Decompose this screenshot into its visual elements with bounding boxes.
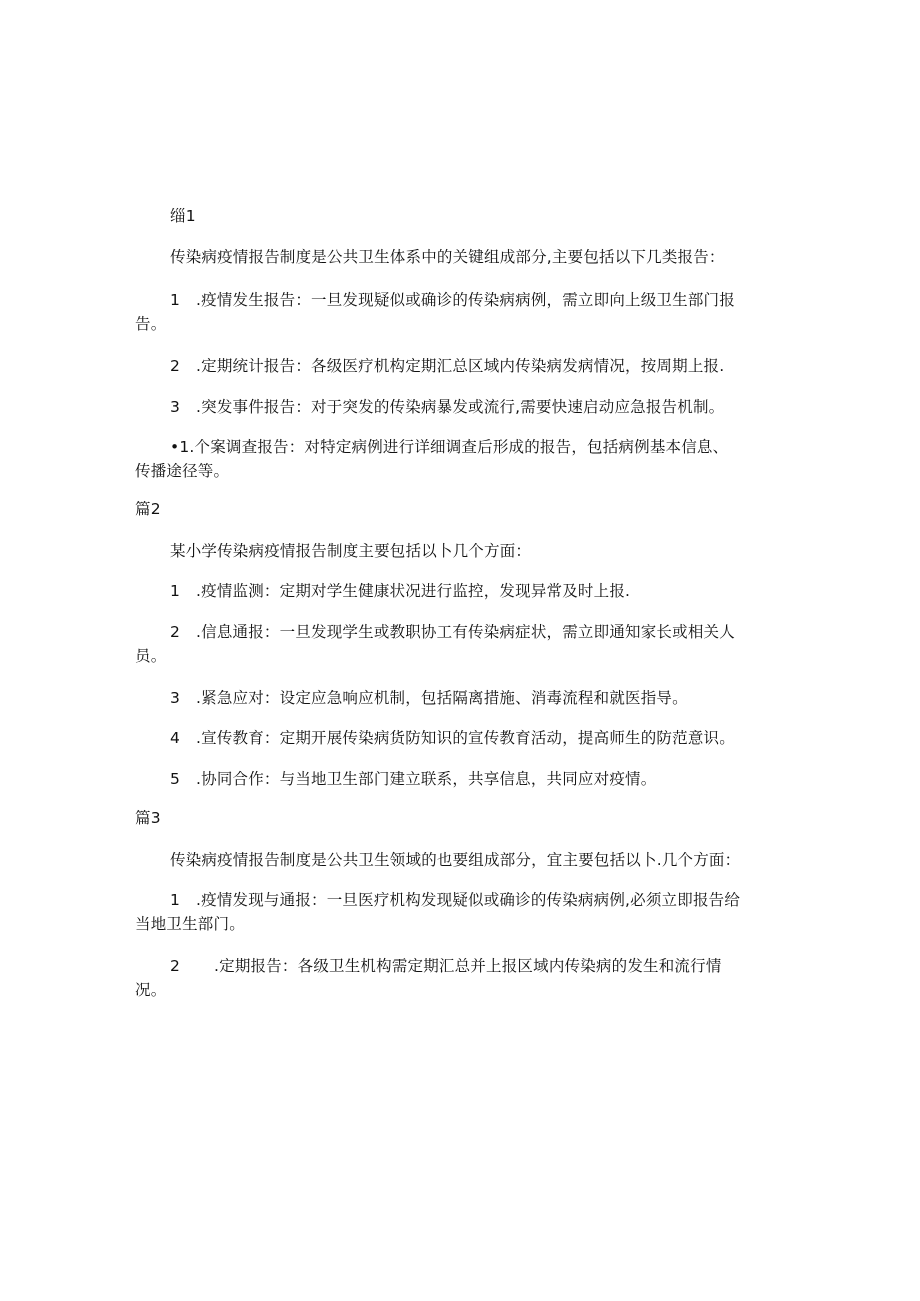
section-heading: 篇3 <box>135 809 161 827</box>
list-item <box>170 956 722 976</box>
list-item-number: 2 <box>170 957 181 975</box>
list-item-text: .协同合作：与当地卫生部门建立联系，共享信息，共同应对疫情。 <box>196 770 657 788</box>
list-item-number: 4 <box>170 729 181 747</box>
list-item-number: 1 <box>170 582 181 600</box>
list-item-text: 个案调查报告：对特定病例进行详细调查后形成的报告，包括病例基本信息、 <box>194 438 729 456</box>
list-item-number: 2 <box>170 357 181 375</box>
list-item-number: 5 <box>170 770 181 788</box>
list-item <box>170 290 735 310</box>
list-item-continuation: 当地卫生部门。 <box>135 915 245 933</box>
list-item <box>170 688 688 708</box>
list-item-text: .疫情发现与通报：一旦医疗机构发现疑似或确诊的传染病病例,必须立即报告给 <box>196 891 741 909</box>
list-item-text: .定期统计报告：各级医疗机构定期汇总区域内传染病发病情况，按周期上报. <box>196 357 725 375</box>
list-item <box>170 728 735 748</box>
list-item <box>170 437 728 457</box>
section-heading: 篇2 <box>135 500 161 518</box>
list-item-text: .定期报告：各级卫生机构需定期汇总并上报区域内传染病的发生和流行情 <box>214 957 722 975</box>
section-intro: 传染病疫情报告制度是公共卫生领域的也要组成部分，宜主要包括以卜.几个方面： <box>170 851 741 869</box>
list-item-continuation: 传播途径等。 <box>135 462 230 480</box>
list-item-number: 3 <box>170 398 181 416</box>
section-heading: 缁1 <box>170 207 196 225</box>
list-item-text: .宣传教育：定期开展传染病货防知识的宣传教育活动，提高师生的防范意识。 <box>196 729 735 747</box>
list-item-continuation: 告。 <box>135 315 167 333</box>
list-item-text: .信息通报：一旦发现学生或教职协工有传染病症状，需立即通知家长或相关人 <box>196 623 735 641</box>
list-item-number: 1 <box>170 291 181 309</box>
section-intro: 传染病疫情报告制度是公共卫生体系中的关键组成部分,主要包括以下几类报告： <box>170 248 725 266</box>
list-item-continuation: 况。 <box>135 981 167 999</box>
list-item <box>170 769 656 789</box>
list-item-number: 2 <box>170 623 181 641</box>
list-item-number: 3 <box>170 689 181 707</box>
list-item <box>170 356 724 376</box>
list-item <box>170 581 630 601</box>
list-item-number: •1. <box>170 438 195 456</box>
section-intro: 某小学传染病疫情报告制度主要包括以卜几个方面： <box>170 542 532 560</box>
list-item-continuation: 员。 <box>135 647 167 665</box>
list-item-text: .疫情监测：定期对学生健康状况进行监控，发现异常及时上报. <box>196 582 631 600</box>
list-item-text: .疫情发生报告：一旦发现疑似或确诊的传染病病例，需立即向上级卫生部门报 <box>196 291 735 309</box>
list-item <box>170 397 724 417</box>
list-item-text: .紧急应对：设定应急响应机制，包括隔离措施、消毒流程和就医指导。 <box>196 689 688 707</box>
list-item-text: .突发事件报告：对于突发的传染病暴发或流行,需要快速启动应急报告机制。 <box>196 398 725 416</box>
list-item <box>170 890 740 910</box>
list-item-number: 1 <box>170 891 181 909</box>
list-item <box>170 622 735 642</box>
